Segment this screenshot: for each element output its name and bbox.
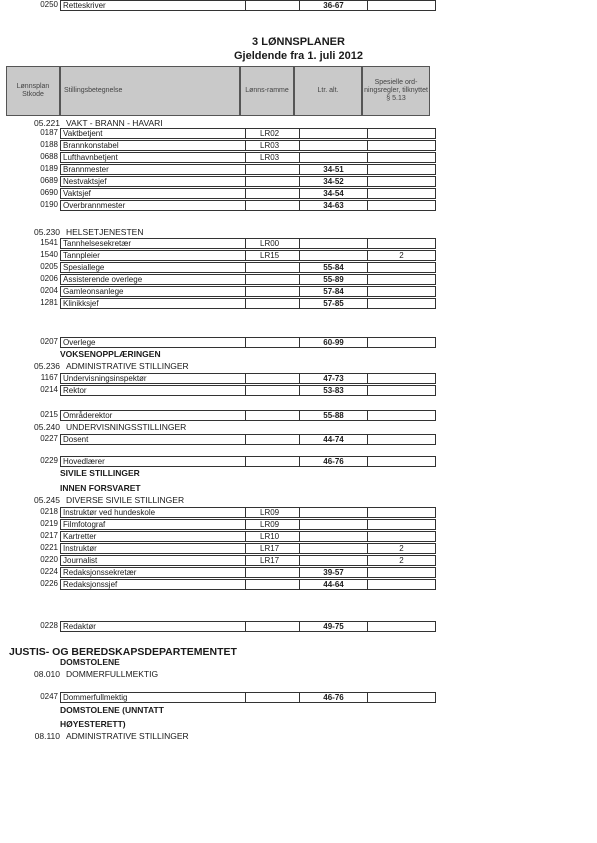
job-code: 0218 <box>40 507 58 516</box>
special-rules <box>368 456 436 467</box>
salary-range <box>300 519 368 530</box>
job-title: Instruktør ved hundeskole <box>60 507 246 518</box>
special-rules <box>368 507 436 518</box>
salary-range <box>300 140 368 151</box>
salary-range <box>300 555 368 566</box>
section-code: 05.236 <box>34 361 60 371</box>
salary-frame <box>246 621 300 632</box>
section-name: UNDERVISNINGSSTILLINGER <box>66 422 187 432</box>
job-title: Dommerfullmektig <box>60 692 246 703</box>
group-heading: VOKSENOPPLÆRINGEN <box>60 349 161 359</box>
special-rules <box>368 531 436 542</box>
salary-frame <box>246 262 300 273</box>
job-title: Overlege <box>60 337 246 348</box>
salary-frame: LR15 <box>246 250 300 261</box>
salary-frame <box>246 456 300 467</box>
job-code: 0229 <box>40 456 58 465</box>
salary-frame: LR09 <box>246 519 300 530</box>
page-subtitle: Gjeldende fra 1. juli 2012 <box>234 50 363 62</box>
special-rules <box>368 298 436 309</box>
salary-range: 44-74 <box>300 434 368 445</box>
salary-range: 57-85 <box>300 298 368 309</box>
special-rules <box>368 238 436 249</box>
salary-frame: LR17 <box>246 543 300 554</box>
header-lr: Lønns-ramme <box>240 66 294 116</box>
special-rules <box>368 410 436 421</box>
job-title: Filmfotograf <box>60 519 246 530</box>
salary-range: 34-63 <box>300 200 368 211</box>
special-rules <box>368 176 436 187</box>
salary-range: 34-52 <box>300 176 368 187</box>
special-rules: 2 <box>368 250 436 261</box>
salary-range <box>300 250 368 261</box>
job-code: 0224 <box>40 567 58 576</box>
salary-frame: LR00 <box>246 238 300 249</box>
section-name: HELSETJENESTEN <box>66 227 144 237</box>
salary-range: 34-51 <box>300 164 368 175</box>
special-rules <box>368 621 436 632</box>
salary-frame <box>246 274 300 285</box>
job-title: Redaksjonssekretær <box>60 567 246 578</box>
job-code: 0228 <box>40 621 58 630</box>
special-rules <box>368 188 436 199</box>
group-heading: DOMSTOLENE (UNNTATT <box>60 705 164 715</box>
job-code: 0215 <box>40 410 58 419</box>
job-title: Gamleonsanlege <box>60 286 246 297</box>
salary-range: 55-84 <box>300 262 368 273</box>
job-title: Områderektor <box>60 410 246 421</box>
section-code: 05.240 <box>34 422 60 432</box>
salary-frame: LR03 <box>246 140 300 151</box>
special-rules <box>368 373 436 384</box>
header-special: Spesielle ord-ningsregler, tilknyttet § 5.13 <box>362 66 430 116</box>
salary-frame <box>246 567 300 578</box>
job-code: 0206 <box>40 274 58 283</box>
special-rules <box>368 286 436 297</box>
special-rules <box>368 579 436 590</box>
salary-range: 53-83 <box>300 385 368 396</box>
job-code: 0220 <box>40 555 58 564</box>
special-rules <box>368 337 436 348</box>
job-code: 0688 <box>40 152 58 161</box>
salary-frame: LR09 <box>246 507 300 518</box>
salary-range <box>300 543 368 554</box>
salary-range: 55-89 <box>300 274 368 285</box>
job-code: 0188 <box>40 140 58 149</box>
job-title: Redaktør <box>60 621 246 632</box>
special-rules: 2 <box>368 555 436 566</box>
job-code: 0690 <box>40 188 58 197</box>
salary-range: 46-76 <box>300 456 368 467</box>
job-code: 0227 <box>40 434 58 443</box>
salary-range <box>300 238 368 249</box>
salary-frame <box>246 434 300 445</box>
salary-frame <box>246 373 300 384</box>
job-code: 1541 <box>40 238 58 247</box>
salary-frame: LR03 <box>246 152 300 163</box>
section-name: VAKT - BRANN - HAVARI <box>66 118 163 128</box>
salary-range: 60-99 <box>300 337 368 348</box>
salary-range <box>300 507 368 518</box>
group-heading: HØYESTERETT) <box>60 719 126 729</box>
job-title: Overbrannmester <box>60 200 246 211</box>
salary-frame <box>246 579 300 590</box>
special-rules <box>368 274 436 285</box>
salary-range <box>300 531 368 542</box>
job-title: Instruktør <box>60 543 246 554</box>
job-code: 0221 <box>40 543 58 552</box>
salary-range: 36-67 <box>300 0 368 11</box>
job-code: 0247 <box>40 692 58 701</box>
salary-frame <box>246 286 300 297</box>
job-code: 0689 <box>40 176 58 185</box>
salary-range: 49-75 <box>300 621 368 632</box>
job-code: 0204 <box>40 286 58 295</box>
job-title: Journalist <box>60 555 246 566</box>
job-title: Lufthavnbetjent <box>60 152 246 163</box>
job-title: Vaktbetjent <box>60 128 246 139</box>
section-code: 08.010 <box>34 669 60 679</box>
job-title: Rektor <box>60 385 246 396</box>
job-code: 0217 <box>40 531 58 540</box>
salary-frame <box>246 385 300 396</box>
salary-range: 55-88 <box>300 410 368 421</box>
salary-frame <box>246 164 300 175</box>
job-code: 1167 <box>40 373 58 382</box>
salary-range <box>300 152 368 163</box>
job-title: Brannmester <box>60 164 246 175</box>
header-name: Stillingsbetegnelse <box>60 66 240 116</box>
department-heading: JUSTIS- OG BEREDSKAPSDEPARTEMENTET <box>9 646 237 658</box>
section-name: DOMMERFULLMEKTIG <box>66 669 159 679</box>
group-heading: INNEN FORSVARET <box>60 483 141 493</box>
section-code: 05.245 <box>34 495 60 505</box>
job-code: 0226 <box>40 579 58 588</box>
group-heading: SIVILE STILLINGER <box>60 468 140 478</box>
job-title: Redaksjonssjef <box>60 579 246 590</box>
job-title: Undervisningsinspektør <box>60 373 246 384</box>
section-code: 05.221 <box>34 118 60 128</box>
job-code: 0190 <box>40 200 58 209</box>
salary-frame <box>246 0 300 11</box>
job-title: Hovedlærer <box>60 456 246 467</box>
salary-frame <box>246 410 300 421</box>
job-title: Brannkonstabel <box>60 140 246 151</box>
salary-frame <box>246 188 300 199</box>
section-code: 05.230 <box>34 227 60 237</box>
job-title: Klinikksjef <box>60 298 246 309</box>
salary-frame <box>246 692 300 703</box>
section-name: ADMINISTRATIVE STILLINGER <box>66 731 189 741</box>
job-code: 0205 <box>40 262 58 271</box>
job-title: Kartretter <box>60 531 246 542</box>
salary-frame: LR02 <box>246 128 300 139</box>
special-rules <box>368 519 436 530</box>
job-title: Retteskriver <box>60 0 246 11</box>
salary-frame <box>246 337 300 348</box>
salary-frame <box>246 298 300 309</box>
header-ltr: Ltr. alt. <box>294 66 362 116</box>
salary-range: 39-57 <box>300 567 368 578</box>
special-rules <box>368 262 436 273</box>
salary-frame: LR17 <box>246 555 300 566</box>
job-title: Tannpleier <box>60 250 246 261</box>
job-code: 0187 <box>40 128 58 137</box>
job-code: 1540 <box>40 250 58 259</box>
job-title: Nestvaktsjef <box>60 176 246 187</box>
job-code: 0214 <box>40 385 58 394</box>
section-code: 08.110 <box>34 731 60 741</box>
job-title: Assisterende overlege <box>60 274 246 285</box>
salary-frame <box>246 200 300 211</box>
salary-frame <box>246 176 300 187</box>
special-rules <box>368 567 436 578</box>
job-code: 0250 <box>40 0 58 9</box>
section-name: DIVERSE SIVILE STILLINGER <box>66 495 185 505</box>
special-rules <box>368 200 436 211</box>
section-name: ADMINISTRATIVE STILLINGER <box>66 361 189 371</box>
job-code: 0219 <box>40 519 58 528</box>
salary-range: 57-84 <box>300 286 368 297</box>
job-title: Spesiallege <box>60 262 246 273</box>
special-rules <box>368 385 436 396</box>
job-title: Tannhelsesekretær <box>60 238 246 249</box>
special-rules <box>368 164 436 175</box>
salary-range <box>300 128 368 139</box>
job-code: 0207 <box>40 337 58 346</box>
special-rules: 2 <box>368 543 436 554</box>
salary-range: 44-64 <box>300 579 368 590</box>
special-rules <box>368 152 436 163</box>
header-code: Lønnsplan Stkode <box>6 66 60 116</box>
page-title: 3 LØNNSPLANER <box>252 36 345 48</box>
salary-frame: LR10 <box>246 531 300 542</box>
salary-range: 47-73 <box>300 373 368 384</box>
job-code: 0189 <box>40 164 58 173</box>
job-code: 1281 <box>40 298 58 307</box>
special-rules <box>368 140 436 151</box>
group-heading: DOMSTOLENE <box>60 657 120 667</box>
job-title: Vaktsjef <box>60 188 246 199</box>
special-rules <box>368 128 436 139</box>
job-title: Dosent <box>60 434 246 445</box>
salary-range: 34-54 <box>300 188 368 199</box>
special-rules <box>368 0 436 11</box>
salary-range: 46-76 <box>300 692 368 703</box>
special-rules <box>368 692 436 703</box>
special-rules <box>368 434 436 445</box>
